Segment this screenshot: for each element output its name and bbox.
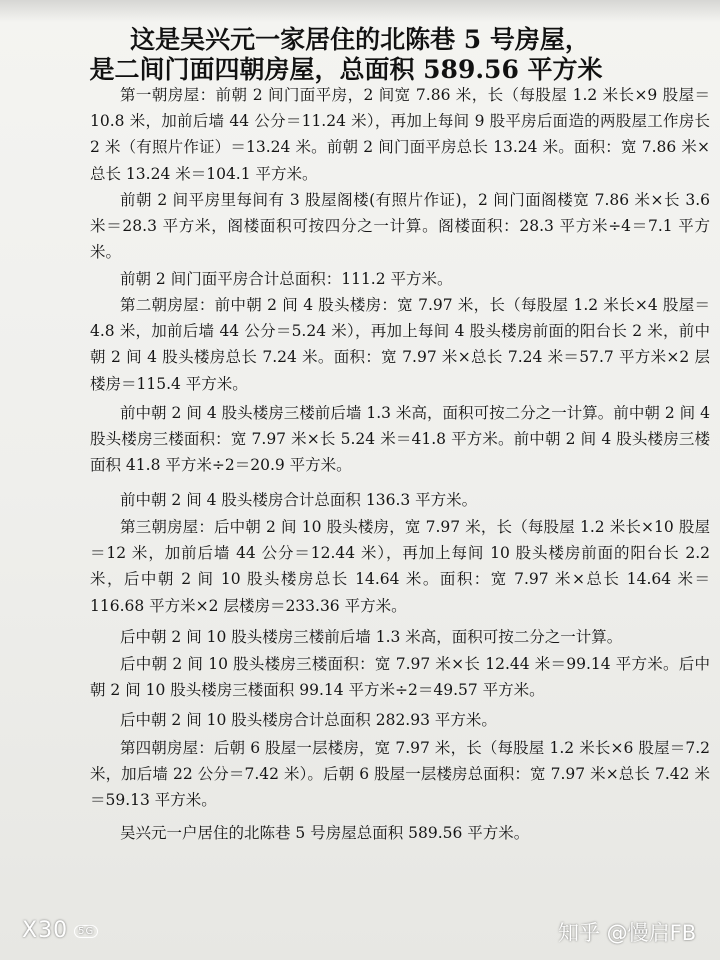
- paragraph-9: 后中朝 2 间 10 股头楼房三楼面积：宽 7.97 米×长 12.44 米＝99.14 平方米。后中朝 2 间 10 股头楼房三楼面积 99.14 平方米÷2＝49.57 平方米。: [90, 655, 710, 700]
- document-title-line1: 这是吴兴元一家居住的北陈巷 5 号房屋，: [130, 25, 590, 54]
- zhihu-watermark: 知乎 @慢启FB: [558, 921, 697, 945]
- document-title-line2: 是二间门面四朝房屋，总面积 589.56 平方米: [89, 55, 603, 84]
- paragraph-1: 第一朝房屋：前朝 2 间门面平房，2 间宽 7.86 米，长（每股屋 1.2 米长×9 股屋＝10.8 米，加前后墙 44 公分＝11.24 米），再加上每间 9 股平房后面造的两股屋工作房长 2 米（有照片作证）＝13.24 米。前朝 2 间门面平房总长 13.24 米。面积：宽 7.86 米×总长 13.24 米＝104.1 平方米。: [90, 86, 710, 183]
- paragraph-3: 前朝 2 间门面平房合计总面积：111.2 平方米。: [120, 270, 453, 288]
- camera-watermark: [22, 918, 98, 943]
- top-shadow: [0, 0, 720, 22]
- paragraph-10: 后中朝 2 间 10 股头楼房合计总面积 282.93 平方米。: [120, 711, 497, 729]
- camera-tag: X30: [22, 918, 69, 943]
- paragraph-2: 前朝 2 间平房里每间有 3 股屋阁楼(有照片作证)，2 间门面阁楼宽 7.86 米×长 3.6 米＝28.3 平方米，阁楼面积可按四分之一计算。阁楼面积：28.3 平方米÷4＝7.1 平方米。: [90, 191, 710, 262]
- paragraph-4: 第二朝房屋：前中朝 2 间 4 股头楼房：宽 7.97 米，长（每股屋 1.2 米长×4 股屋＝4.8 米，加前后墙 44 公分＝5.24 米），再加上每间 4 股头楼房前面的阳台长 2 米，前中朝 2 间 4 股头楼房总长 7.24 米。面积：宽 7.97 米×总长 7.24 米＝57.7 平方米×2 层楼房＝115.4 平方米。: [90, 296, 710, 393]
- paragraph-11: 第四朝房屋：后朝 6 股屋一层楼房，宽 7.97 米，长（每股屋 1.2 米长×6 股屋＝7.2 米，加后墙 22 公分＝7.42 米）。后朝 6 股屋一层楼房总面积：宽 7.97 米×总长 7.42 米＝59.13 平方米。: [90, 739, 710, 810]
- paragraph-6: 前中朝 2 间 4 股头楼房合计总面积 136.3 平方米。: [120, 491, 478, 509]
- network-badge: 5G: [74, 925, 98, 938]
- paragraph-8: 后中朝 2 间 10 股头楼房三楼前后墙 1.3 米高，面积可按二分之一计算。: [120, 628, 623, 646]
- paragraph-12: 吴兴元一户居住的北陈巷 5 号房屋总面积 589.56 平方米。: [120, 824, 530, 842]
- paragraph-7: 第三朝房屋：后中朝 2 间 10 股头楼房，宽 7.97 米，长（每股屋 1.2 米长×10 股屋＝12 米，加前后墙 44 公分＝12.44 米），再加上每间 10 股头楼房前面的阳台长 2.2 米，后中朝 2 间 10 股头楼房总长 14.64 米。面积：宽 7.97 米×总长 14.64 米＝116.68 平方米×2 层楼房＝233.36 平方米。: [90, 518, 710, 615]
- paragraph-5: 前中朝 2 间 4 股头楼房三楼前后墙 1.3 米高，面积可按二分之一计算。前中朝 2 间 4 股头楼房三楼面积：宽 7.97 米×长 5.24 米＝41.8 平方米。前中朝 2 间 4 股头楼房三楼面积 41.8 平方米÷2＝20.9 平方米。: [90, 404, 710, 475]
